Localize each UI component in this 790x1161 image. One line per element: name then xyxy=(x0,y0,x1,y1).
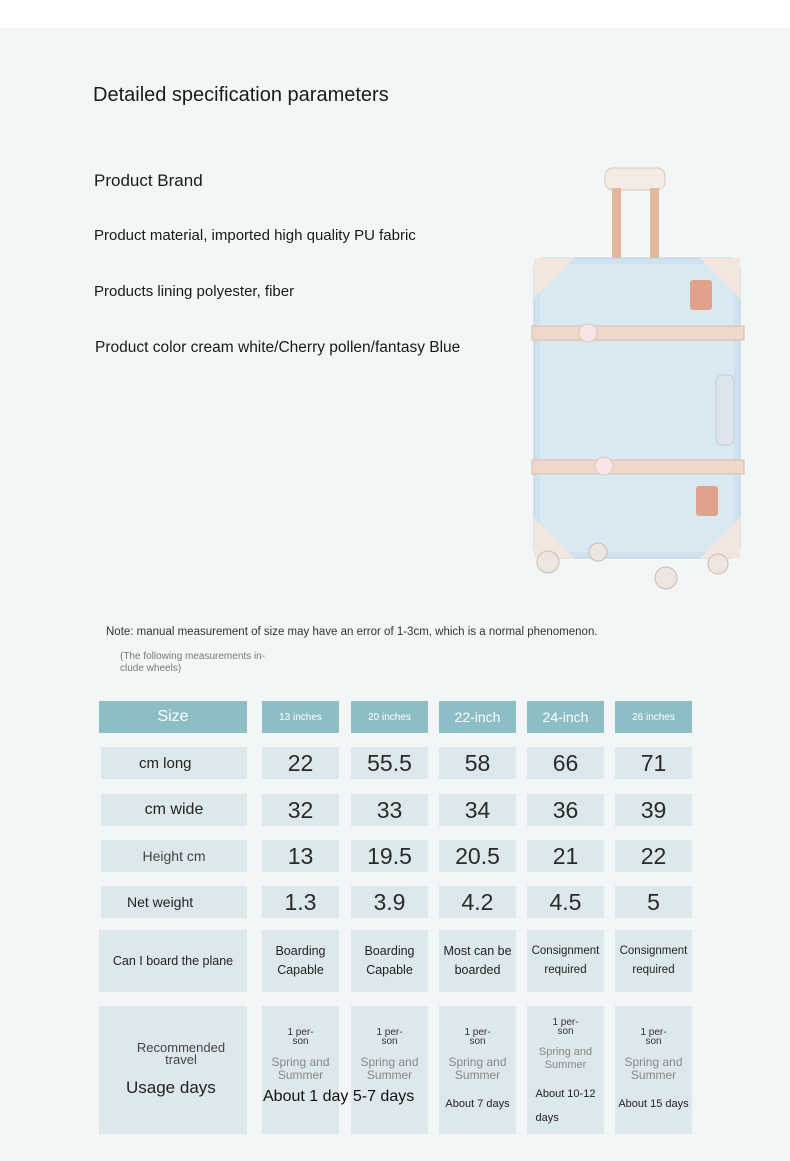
length-24: 66 xyxy=(527,747,604,779)
days-22: About 7 days xyxy=(445,1098,510,1110)
size-col-26: 26 inches xyxy=(615,701,692,733)
recommended-22 xyxy=(439,1006,516,1134)
width-22: 34 xyxy=(439,794,516,826)
height-20: 19.5 xyxy=(351,840,428,872)
weight-22: 4.2 xyxy=(439,886,516,918)
season-22: Spring and Summer xyxy=(448,1055,507,1082)
length-20: 55.5 xyxy=(351,747,428,779)
season-24: Spring and Summer xyxy=(538,1046,593,1071)
weight-13: 1.3 xyxy=(262,886,339,918)
usage-days-label: Usage days xyxy=(126,1078,216,1097)
measurement-note: Note: manual measurement of size may have an error of 1-3cm, which is a normal phenomenon. xyxy=(106,626,598,638)
recommended-label: Recommended travel xyxy=(136,1040,226,1067)
person-24: 1 per- son xyxy=(552,1017,579,1037)
width-20: 33 xyxy=(351,794,428,826)
board-22: Most can be boarded xyxy=(439,930,516,992)
wheels-note: (The following measurements in- clude wheels) xyxy=(120,651,266,674)
height-22: 20.5 xyxy=(439,840,516,872)
recommended-24 xyxy=(527,1006,604,1134)
days-26: About 15 days xyxy=(618,1098,689,1110)
size-col-24: 24-inch xyxy=(527,701,604,733)
page-title: Detailed specification parameters xyxy=(93,84,389,106)
weight-24: 4.5 xyxy=(527,886,604,918)
recommended-26 xyxy=(615,1006,692,1134)
row-label-recommended xyxy=(99,1006,247,1134)
height-24: 21 xyxy=(527,840,604,872)
spec-color: Product color cream white/Cherry pollen/fantasy Blue xyxy=(95,339,461,356)
width-13: 32 xyxy=(262,794,339,826)
row-label-width: cm wide xyxy=(101,794,247,826)
spec-material: Product material, imported high quality PU fabric xyxy=(94,227,416,244)
season-26: Spring and Summer xyxy=(624,1055,683,1082)
top-band xyxy=(0,0,790,28)
size-header: Size xyxy=(99,701,247,733)
spec-lining: Products lining polyester, fiber xyxy=(94,283,295,300)
season-13: Spring and Summer xyxy=(271,1055,330,1082)
board-13: Boarding Capable xyxy=(262,930,339,992)
row-label-board: Can I board the plane xyxy=(99,930,247,992)
days-24: About 10-12 days xyxy=(535,1088,596,1124)
person-22: 1 per- son xyxy=(464,1027,491,1047)
board-20: Boarding Capable xyxy=(351,930,428,992)
weight-26: 5 xyxy=(615,886,692,918)
size-col-20: 20 inches xyxy=(351,701,428,733)
spec-brand: Product Brand xyxy=(94,171,203,190)
row-label-weight: Net weight xyxy=(101,886,247,918)
width-26: 39 xyxy=(615,794,692,826)
length-22: 58 xyxy=(439,747,516,779)
person-13: 1 per- son xyxy=(287,1027,314,1047)
board-24: Consignment required xyxy=(527,930,604,992)
recommended-13 xyxy=(262,1006,339,1134)
height-13: 13 xyxy=(262,840,339,872)
width-24: 36 xyxy=(527,794,604,826)
person-26: 1 per- son xyxy=(640,1027,667,1047)
person-20: 1 per- son xyxy=(376,1027,403,1047)
length-13: 22 xyxy=(262,747,339,779)
recommended-20 xyxy=(351,1006,428,1134)
board-26: Consignment required xyxy=(615,930,692,992)
size-col-13: 13 inches xyxy=(262,701,339,733)
row-label-length: cm long xyxy=(101,747,247,779)
days-13-20: About 1 day 5-7 days xyxy=(263,1088,415,1105)
suitcase-image xyxy=(520,160,780,600)
season-20: Spring and Summer xyxy=(360,1055,419,1082)
row-label-height: Height cm xyxy=(101,840,247,872)
weight-20: 3.9 xyxy=(351,886,428,918)
size-col-22: 22-inch xyxy=(439,701,516,733)
height-26: 22 xyxy=(615,840,692,872)
length-26: 71 xyxy=(615,747,692,779)
